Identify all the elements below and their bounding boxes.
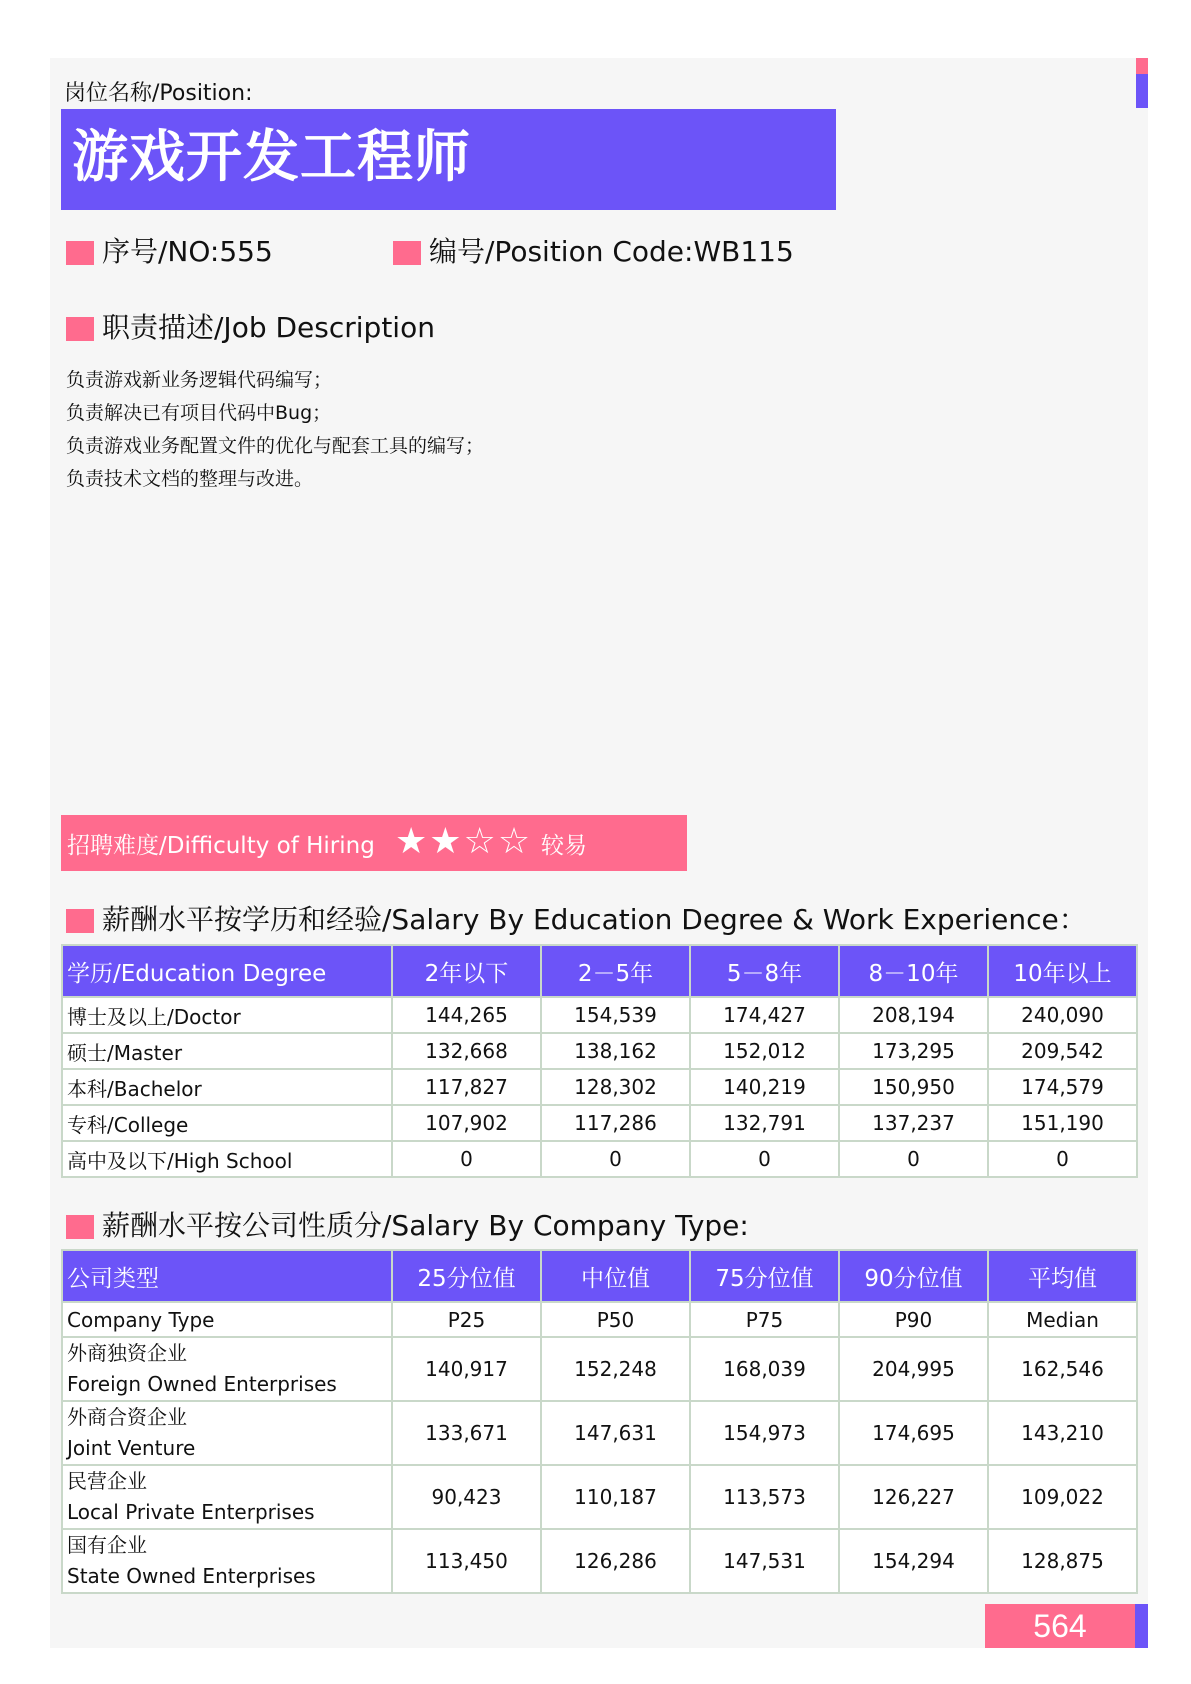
column-header: 学历/Education Degree [62, 945, 392, 997]
table-cell: 117,286 [541, 1105, 690, 1141]
row-label: 硕士/Master [62, 1033, 392, 1069]
table-cell: 174,427 [690, 997, 839, 1033]
table-header-row [62, 945, 1137, 997]
table-cell: 128,875 [988, 1529, 1137, 1593]
subheader-cell: P25 [392, 1302, 541, 1337]
table-cell: 0 [839, 1141, 988, 1177]
table-cell: 137,237 [839, 1105, 988, 1141]
table-row [62, 1033, 1137, 1069]
table-header-row [62, 1250, 1137, 1302]
column-header: 2年以下 [392, 945, 541, 997]
table-cell: 154,973 [690, 1401, 839, 1465]
company-type-en: Joint Venture [67, 1436, 196, 1460]
table-cell: 151,190 [988, 1105, 1137, 1141]
table-row [62, 1337, 1137, 1401]
table-cell: 147,531 [690, 1529, 839, 1593]
row-label [62, 1465, 392, 1529]
table-cell: 138,162 [541, 1033, 690, 1069]
difficulty-text: 较易 [541, 833, 587, 859]
company-type-en: Local Private Enterprises [67, 1500, 315, 1524]
table-row [62, 997, 1137, 1033]
table-cell: 150,950 [839, 1069, 988, 1105]
table-cell: 0 [988, 1141, 1137, 1177]
position-number-text: 序号/NO:555 [102, 235, 273, 268]
education-salary-heading-text: 薪酬水平按学历和经验/Salary By Education Degree & Work Experience： [102, 903, 1087, 936]
column-header: 公司类型 [62, 1250, 392, 1302]
table-cell: 209,542 [988, 1033, 1137, 1069]
table-cell: 204,995 [839, 1337, 988, 1401]
job-description-heading [66, 306, 435, 346]
description-line: 负责解决已有项目代码中Bug； [66, 402, 332, 424]
table-cell: 0 [392, 1141, 541, 1177]
description-line: 负责游戏新业务逻辑代码编写； [66, 369, 333, 391]
table-cell: 126,286 [541, 1529, 690, 1593]
table-row [62, 1105, 1137, 1141]
row-label: 专科/College [62, 1105, 392, 1141]
table-row [62, 1141, 1137, 1177]
row-label: 博士及以上/Doctor [62, 997, 392, 1033]
table-row [62, 1401, 1137, 1465]
difficulty-bar [61, 815, 687, 871]
education-salary-heading [66, 898, 1087, 938]
column-header: 2－5年 [541, 945, 690, 997]
company-salary-heading [66, 1204, 749, 1244]
table-cell: 110,187 [541, 1465, 690, 1529]
subheader-cell: Median [988, 1302, 1137, 1337]
table-cell: 0 [541, 1141, 690, 1177]
table-cell: 147,631 [541, 1401, 690, 1465]
job-description-list [66, 364, 484, 496]
page-number: 564 [985, 1604, 1135, 1648]
table-cell: 117,827 [392, 1069, 541, 1105]
company-salary-heading-text: 薪酬水平按公司性质分/Salary By Company Type: [102, 1209, 749, 1242]
table-cell: 162,546 [988, 1337, 1137, 1401]
corner-accent-purple [1136, 74, 1148, 108]
table-cell: 154,539 [541, 997, 690, 1033]
column-header: 75分位值 [690, 1250, 839, 1302]
table-cell: 173,295 [839, 1033, 988, 1069]
company-salary-table [61, 1249, 1138, 1594]
table-cell: 133,671 [392, 1401, 541, 1465]
table-cell: 174,695 [839, 1401, 988, 1465]
bullet-square [393, 241, 421, 265]
corner-accent-pink [1136, 58, 1148, 74]
table-cell: 152,248 [541, 1337, 690, 1401]
table-cell: 113,450 [392, 1529, 541, 1593]
table-row [62, 1069, 1137, 1105]
table-cell: 144,265 [392, 997, 541, 1033]
table-cell: 154,294 [839, 1529, 988, 1593]
table-cell: 107,902 [392, 1105, 541, 1141]
bullet-square [66, 317, 94, 341]
bullet-square [66, 909, 94, 933]
subheader-cell: P90 [839, 1302, 988, 1337]
table-cell: 140,917 [392, 1337, 541, 1401]
company-type-cn: 民营企业 [67, 1469, 147, 1493]
column-header: 25分位值 [392, 1250, 541, 1302]
row-label [62, 1337, 392, 1401]
table-cell: 174,579 [988, 1069, 1137, 1105]
bullet-square [66, 241, 94, 265]
page-number-accent [1135, 1604, 1148, 1648]
table-cell: 132,791 [690, 1105, 839, 1141]
difficulty-label: 招聘难度/Difficulty of Hiring [67, 833, 375, 859]
table-cell: 113,573 [690, 1465, 839, 1529]
table-row [62, 1529, 1137, 1593]
subheader-cell: P75 [690, 1302, 839, 1337]
description-line: 负责技术文档的整理与改进。 [66, 468, 314, 490]
column-header: 10年以上 [988, 945, 1137, 997]
column-header: 平均值 [988, 1250, 1137, 1302]
table-subheader-row [62, 1302, 1137, 1337]
position-number [66, 230, 273, 270]
subheader-cell: Company Type [62, 1302, 392, 1337]
page-title: 游戏开发工程师 [72, 125, 471, 190]
table-row [62, 1465, 1137, 1529]
company-type-en: Foreign Owned Enterprises [67, 1372, 337, 1396]
table-cell: 132,668 [392, 1033, 541, 1069]
column-header: 5－8年 [690, 945, 839, 997]
company-type-cn: 外商独资企业 [67, 1341, 187, 1365]
column-header: 90分位值 [839, 1250, 988, 1302]
company-type-en: State Owned Enterprises [67, 1564, 316, 1588]
bullet-square [66, 1215, 94, 1239]
table-cell: 109,022 [988, 1465, 1137, 1529]
table-cell: 240,090 [988, 997, 1137, 1033]
column-header: 中位值 [541, 1250, 690, 1302]
position-code [393, 230, 794, 270]
column-header: 8－10年 [839, 945, 988, 997]
table-cell: 140,219 [690, 1069, 839, 1105]
row-label: 高中及以下/High School [62, 1141, 392, 1177]
table-cell: 168,039 [690, 1337, 839, 1401]
company-type-cn: 国有企业 [67, 1533, 147, 1557]
row-label: 本科/Bachelor [62, 1069, 392, 1105]
table-cell: 208,194 [839, 997, 988, 1033]
star-rating-icon: ★★☆☆ [395, 821, 533, 862]
job-description-heading-text: 职责描述/Job Description [102, 311, 435, 344]
subheader-cell: P50 [541, 1302, 690, 1337]
description-line: 负责游戏业务配置文件的优化与配套工具的编写； [66, 435, 485, 457]
table-cell: 90,423 [392, 1465, 541, 1529]
education-salary-table [61, 944, 1138, 1178]
row-label [62, 1529, 392, 1593]
table-cell: 143,210 [988, 1401, 1137, 1465]
company-type-cn: 外商合资企业 [67, 1405, 187, 1429]
table-cell: 126,227 [839, 1465, 988, 1529]
row-label [62, 1401, 392, 1465]
table-cell: 152,012 [690, 1033, 839, 1069]
table-cell: 128,302 [541, 1069, 690, 1105]
position-label: 岗位名称/Position: [64, 81, 253, 106]
position-code-text: 编号/Position Code:WB115 [429, 235, 794, 268]
table-cell: 0 [690, 1141, 839, 1177]
